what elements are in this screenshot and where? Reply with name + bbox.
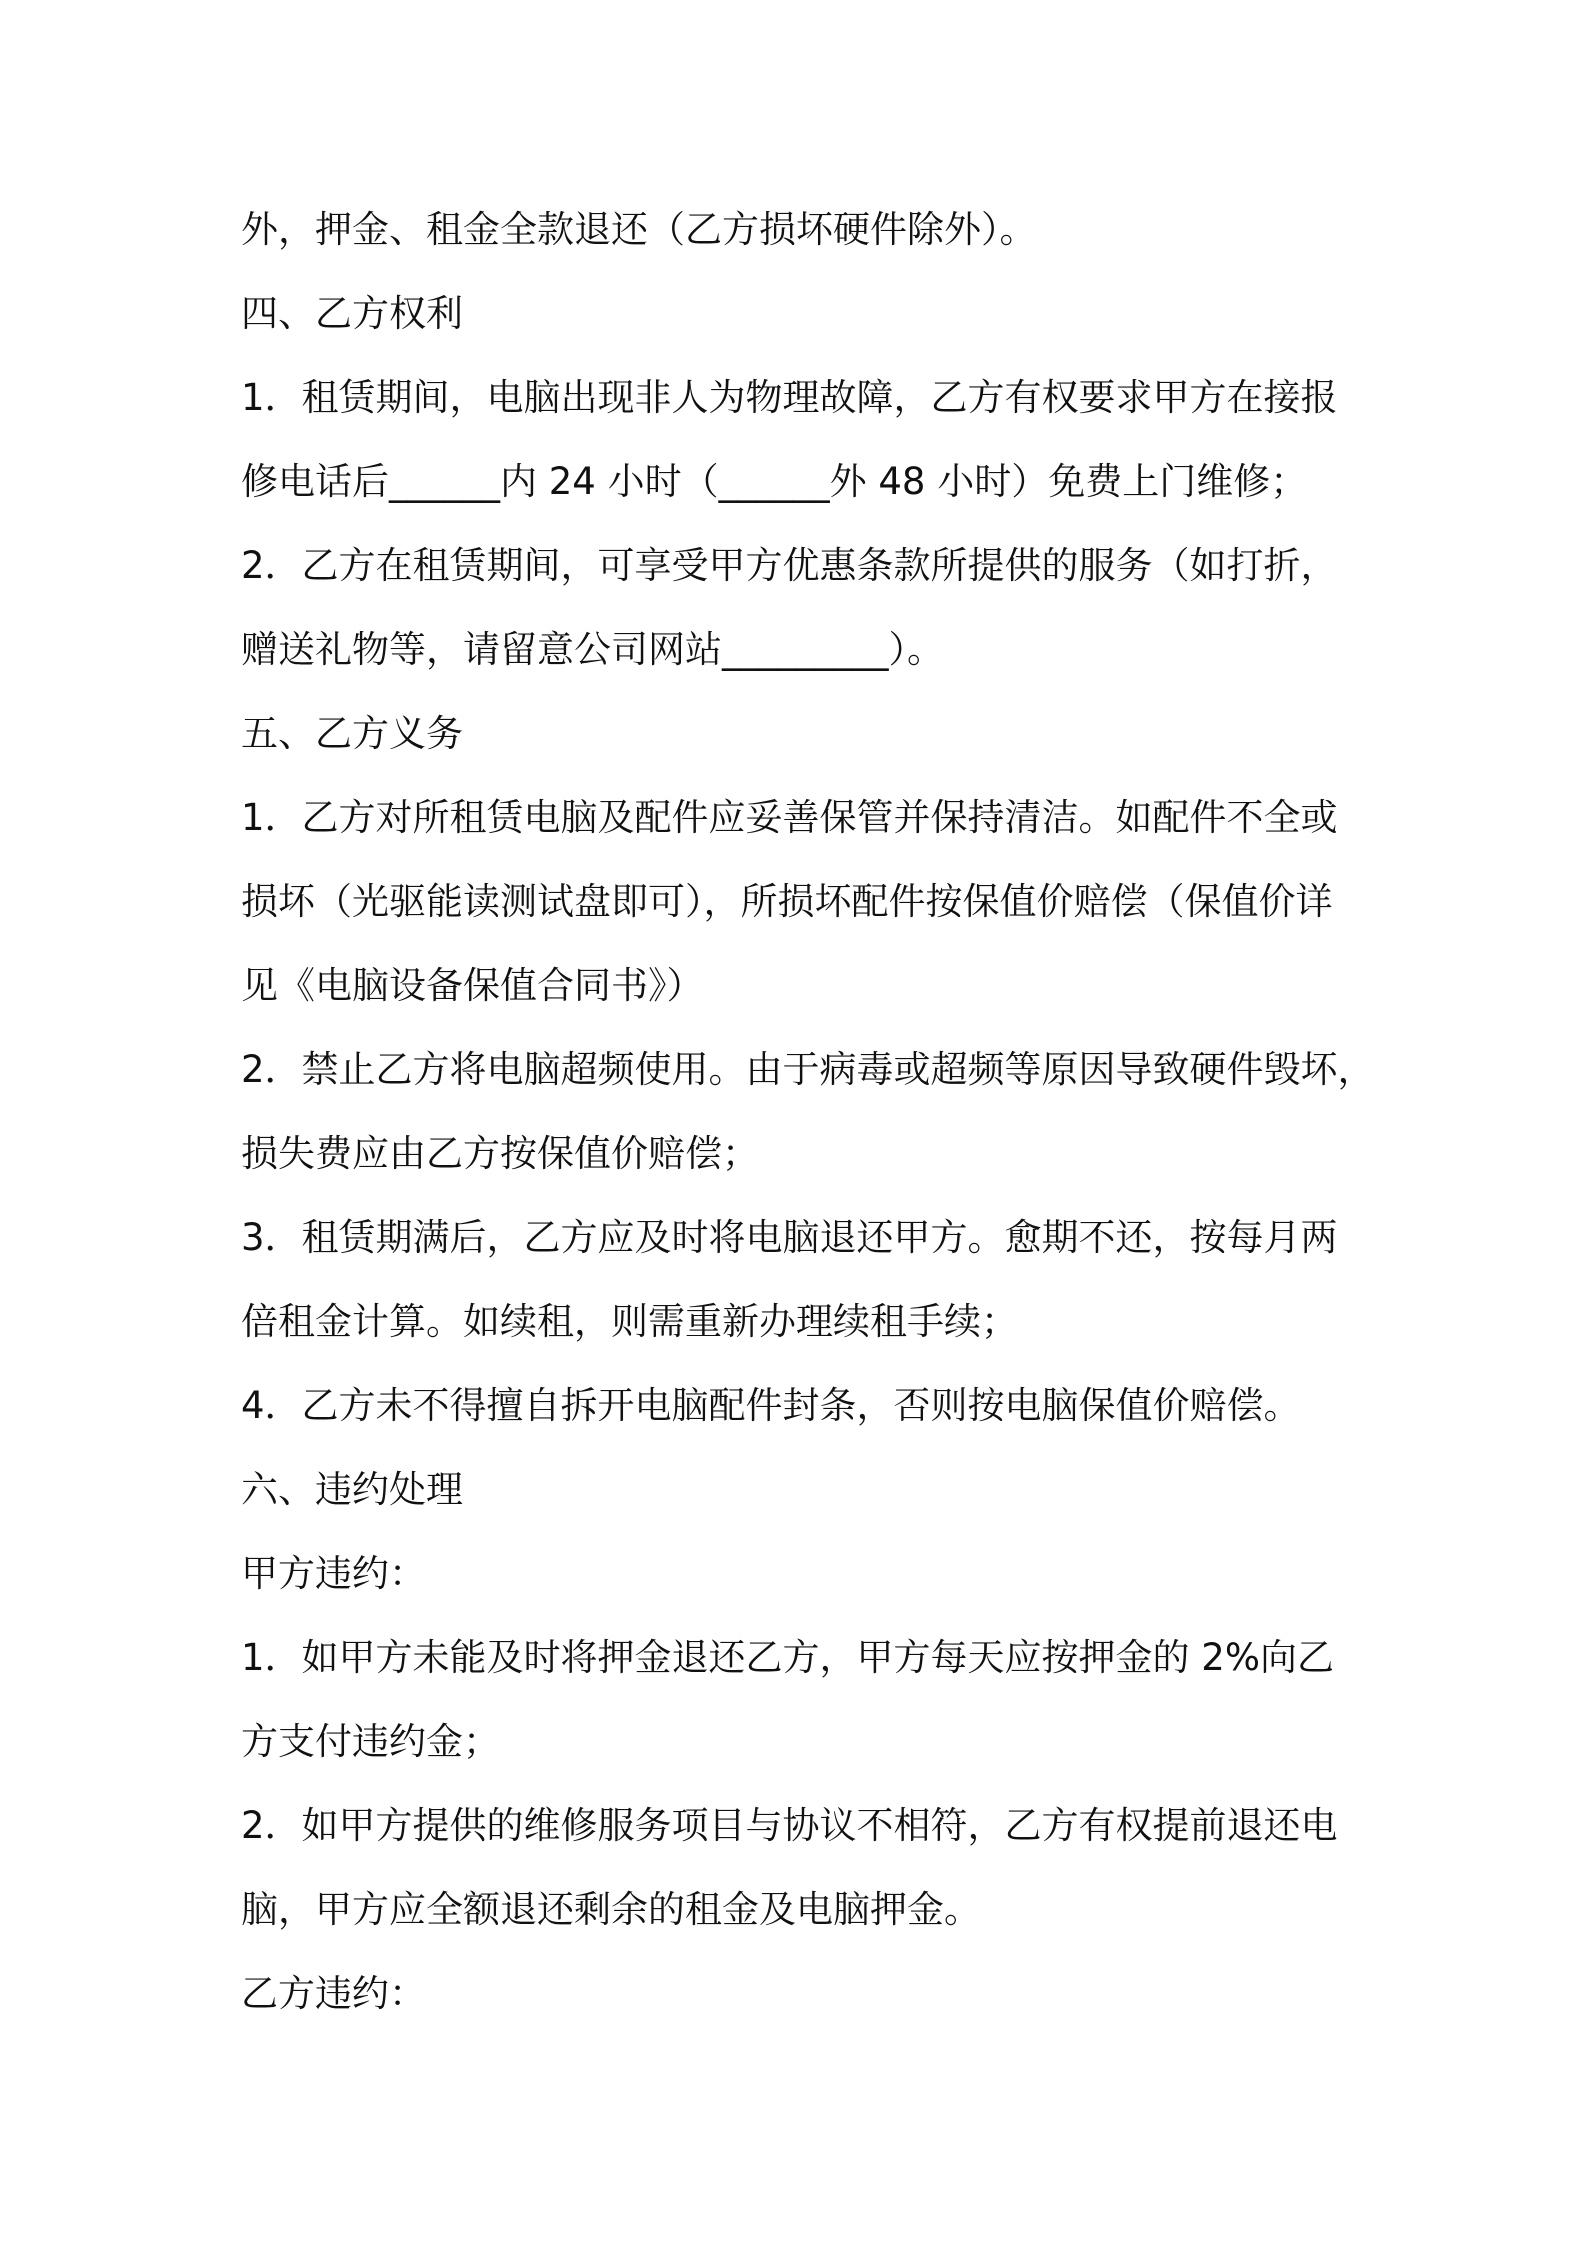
paragraph-line: 1．如甲方未能及时将押金退还乙方，甲方每天应按押金的 2%向乙 (241, 1636, 1334, 1679)
paragraph-line: 倍租金计算。如续租，则需重新办理续租手续； (241, 1300, 1018, 1343)
paragraph-line: 外，押金、租金全款退还（乙方损坏硬件除外）。 (241, 208, 1037, 251)
paragraph-line: 见《电脑设备保值合同书》） (241, 964, 704, 1007)
subheading-party-b-breach: 乙方违约： (241, 1972, 426, 2015)
section-heading-obligations: 五、乙方义务 (241, 712, 463, 755)
paragraph-line: 修电话后______内 24 小时（______外 48 小时）免费上门维修； (241, 460, 1308, 503)
paragraph-line: 2．乙方在租赁期间，可享受甲方优惠条款所提供的服务（如打折， (241, 544, 1338, 587)
paragraph-line: 脑，甲方应全额退还剩余的租金及电脑押金。 (241, 1888, 981, 1931)
paragraph-line: 2．如甲方提供的维修服务项目与协议不相符，乙方有权提前退还电 (241, 1804, 1338, 1847)
paragraph-line: 损坏（光驱能读测试盘即可），所损坏配件按保值价赔偿（保值价详 (241, 880, 1333, 923)
paragraph-line: 方支付违约金； (241, 1720, 500, 1763)
paragraph-line: 4．乙方未不得擅自拆开电脑配件封条，否则按电脑保值价赔偿。 (241, 1384, 1301, 1427)
paragraph-line: 3．租赁期满后，乙方应及时将电脑退还甲方。愈期不还，按每月两 (241, 1216, 1338, 1259)
paragraph-line: 损失费应由乙方按保值价赔偿； (241, 1132, 759, 1175)
paragraph-line: 1．租赁期间，电脑出现非人为物理故障，乙方有权要求甲方在接报 (241, 376, 1338, 419)
paragraph-line: 1．乙方对所租赁电脑及配件应妥善保管并保持清洁。如配件不全或 (241, 796, 1338, 839)
subheading-party-a-breach: 甲方违约： (241, 1552, 426, 1595)
section-heading-rights: 四、乙方权利 (241, 292, 463, 335)
paragraph-line: 2．禁止乙方将电脑超频使用。由于病毒或超频等原因导致硬件毁坏， (241, 1048, 1375, 1091)
section-heading-breach: 六、违约处理 (241, 1468, 463, 1511)
paragraph-line: 赠送礼物等，请留意公司网站_________）。 (241, 628, 944, 671)
